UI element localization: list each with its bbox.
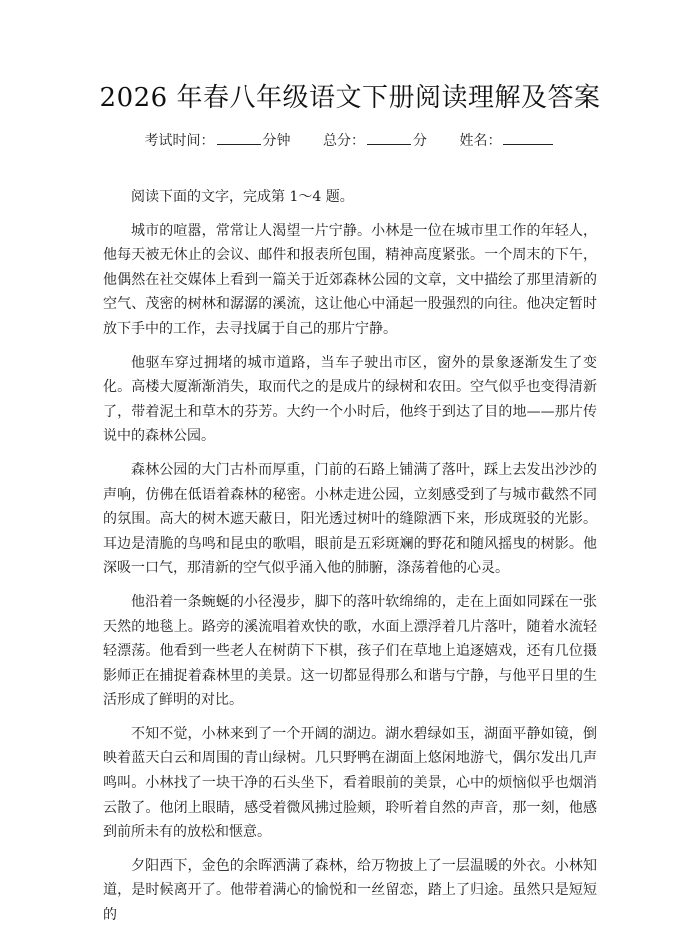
total-score-unit: 分 bbox=[413, 133, 427, 149]
exam-time-label: 考试时间： bbox=[144, 133, 215, 149]
passage-paragraph-5: 不知不觉，小林来到了一个开阔的湖边。湖水碧绿如玉，湖面平静如镜，倒映着蓝天白云和周围的青山绿树。几只野鸭在湖面上悠闲地游弋，偶尔发出几声鸣叫。小林找了一块干净的石头坐下，看着眼前的美景，心中的烦恼似乎也烟消云散了。他闭上眼睛，感受着微风拂过脸颊，聆听着自然的声音，那一刻，他感到前所未有的放松和惬意。 bbox=[103, 725, 597, 841]
total-score-field bbox=[323, 130, 427, 152]
passage-paragraph-3: 森林公园的大门古朴而厚重，门前的石路上铺满了落叶，踩上去发出沙沙的声响，仿佛在低语着森林的秘密。小林走进公园，立刻感受到了与城市截然不同的氛围。高大的树木遮天蔽日，阳光透过树叶的缝隙洒下来，形成斑驳的光影。耳边是清脆的鸟鸣和昆虫的歌唱，眼前是五彩斑斓的野花和随风摇曳的树影。他深吸一口气，那清新的空气似乎涌入他的肺腑，涤荡着他的心灵。 bbox=[103, 461, 597, 577]
exam-time-field bbox=[145, 130, 291, 152]
passage-paragraph-2: 他驱车穿过拥堵的城市道路，当车子驶出市区，窗外的景象逐渐发生了变化。高楼大厦渐渐消失，取而代之的是成片的绿树和农田。空气似乎也变得清新了，带着泥土和草木的芬芳。大约一个小时后，他终于到达了目的地——那片传说中的森林公园。 bbox=[103, 354, 597, 445]
page-title: 2026 年春八年级语文下册阅读理解及答案 bbox=[99, 83, 601, 113]
passage-paragraph-6: 夕阳西下，金色的余晖洒满了森林，给万物披上了一层温暖的外衣。小林知道，是时候离开了。他带着满心的愉悦和一丝留恋，踏上了归途。虽然只是短短的 bbox=[103, 857, 597, 924]
total-score-label: 总分： bbox=[323, 133, 365, 149]
reading-instruction: 阅读下面的文字，完成第 1～4 题。 bbox=[131, 189, 354, 205]
reading-passage bbox=[103, 185, 597, 937]
passage-paragraph-4: 他沿着一条蜿蜒的小径漫步，脚下的落叶软绵绵的，走在上面如同踩在一张天然的地毯上。路旁的溪流唱着欢快的歌，水面上漂浮着几片落叶，随着水流轻轻漂荡。他看到一些老人在树荫下下棋，孩子们在草地上追逐嬉戏，还有几位摄影师正在捕捉着森林里的美景。这一切都显得那么和谐与宁静，与他平日里的生活形成了鲜明的对比。 bbox=[103, 593, 597, 709]
student-name-blank bbox=[503, 130, 553, 145]
student-name-field bbox=[459, 130, 555, 152]
exam-time-blank bbox=[217, 130, 261, 145]
exam-time-unit: 分钟 bbox=[262, 133, 291, 149]
passage-paragraph-1: 城市的喧嚣，常常让人渴望一片宁静。小林是一位在城市里工作的年轻人，他每天被无休止的会议、邮件和报表所包围，精神高度紧张。一个周末的下午，他偶然在社交媒体上看到一篇关于近郊森林公园的文章，文中描绘了那里清新的空气、茂密的树林和潺潺的溪流，这让他心中涌起一股强烈的向往。他决定暂时放下手中的工作，去寻找属于自己的那片宁静。 bbox=[103, 222, 597, 337]
total-score-blank bbox=[367, 130, 411, 145]
exam-info-line bbox=[0, 130, 700, 152]
student-name-label: 姓名： bbox=[459, 133, 502, 149]
